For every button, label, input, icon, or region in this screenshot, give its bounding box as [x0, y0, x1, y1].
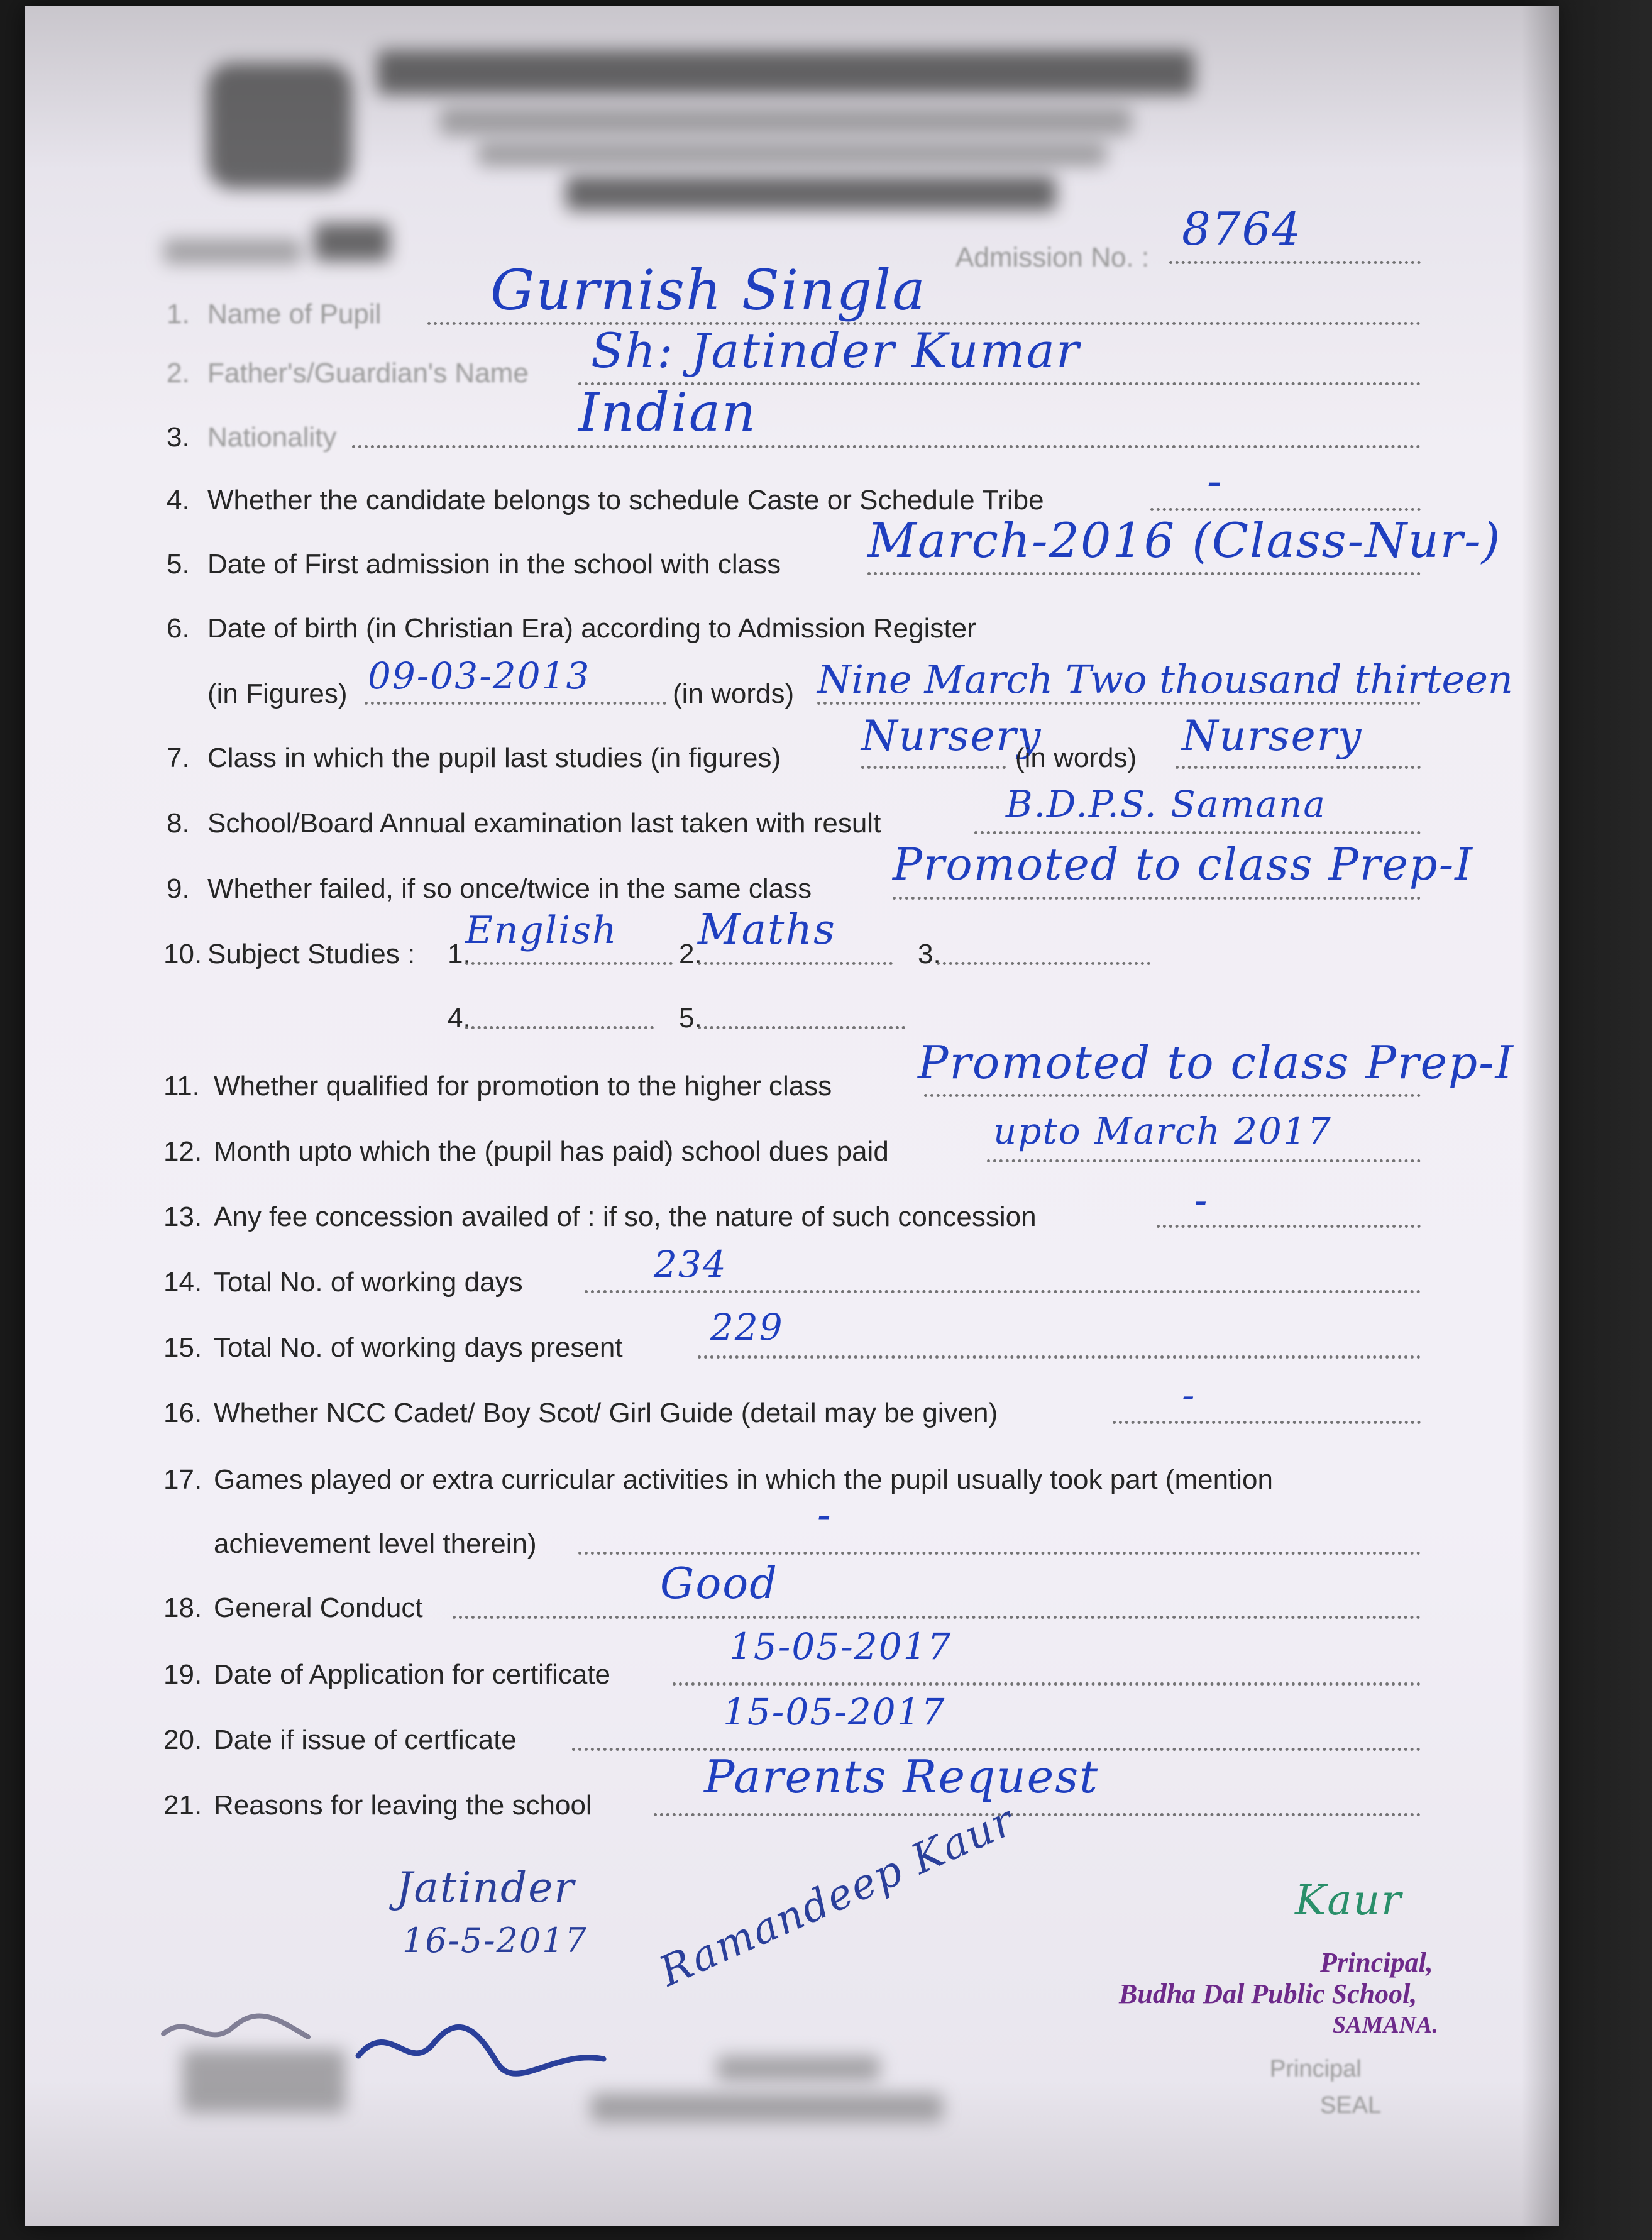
serial-number-value	[314, 223, 390, 261]
item-4-number: 4.	[167, 485, 190, 516]
item-16-number: 16.	[163, 1398, 202, 1428]
item-15-label: Total No. of working days present	[214, 1332, 623, 1363]
subject-5-line	[698, 1026, 905, 1029]
item-6-figures-line	[365, 702, 666, 705]
school-emblem	[207, 63, 352, 189]
item-21-value: Parents Request	[704, 1750, 1099, 1803]
class-teacher-caption	[182, 2050, 346, 2112]
item-7-words-label: (in words)	[1015, 742, 1137, 773]
item-4-value: -	[1207, 455, 1223, 507]
subject-4-line	[465, 1026, 654, 1029]
item-17-value: -	[817, 1492, 832, 1538]
item-20-number: 20.	[163, 1724, 202, 1755]
item-15-line	[698, 1355, 1421, 1359]
item-6-figures-label: (in Figures)	[207, 678, 348, 709]
item-18-label: General Conduct	[214, 1592, 423, 1623]
seal-caption: SEAL	[1320, 2092, 1382, 2119]
subject-1-value: English	[465, 908, 618, 952]
item-17-line	[578, 1552, 1421, 1555]
principal-caption: Principal	[1270, 2056, 1362, 2082]
subject-3-number: 3.	[918, 939, 941, 969]
parent-signature-date: 16-5-2017	[402, 1921, 588, 1960]
certificate-sheet	[25, 6, 1559, 2226]
item-16-value: -	[1182, 1374, 1196, 1418]
item-19-label: Date of Application for certificate	[214, 1659, 610, 1690]
principal-signature: Kaur	[1295, 1876, 1402, 1924]
item-9-line	[893, 897, 1421, 900]
item-11-number: 11.	[163, 1071, 200, 1101]
item-8-value: B.D.P.S. Samana	[1006, 783, 1327, 825]
item-10-label: Subject Studies :	[207, 939, 416, 969]
checked-by-caption	[717, 2056, 880, 2081]
item-19-line	[673, 1682, 1421, 1686]
document-title	[566, 176, 1056, 211]
item-1-label: Name of Pupil	[207, 299, 382, 329]
item-14-value: 234	[654, 1243, 727, 1286]
item-16-line	[1113, 1421, 1421, 1424]
item-7-words-value: Nursery	[1182, 712, 1363, 760]
item-5-number: 5.	[167, 549, 190, 580]
item-8-number: 8.	[167, 808, 190, 839]
item-12-line	[987, 1159, 1421, 1162]
item-1-number: 1.	[167, 299, 190, 329]
item-13-value: -	[1194, 1179, 1209, 1223]
item-7-figures-line	[861, 766, 1006, 769]
item-10-number: 10.	[163, 939, 202, 969]
admission-number-label: Admission No. :	[955, 242, 1150, 273]
item-18-number: 18.	[163, 1592, 202, 1623]
item-6-words-value: Nine March Two thousand thirteen	[817, 656, 1513, 702]
item-13-number: 13.	[163, 1201, 202, 1232]
item-7-words-line	[1176, 766, 1421, 769]
item-17-number: 17.	[163, 1464, 202, 1495]
item-11-value: Promoted to class Prep-I	[918, 1036, 1514, 1089]
item-4-line	[1150, 508, 1421, 511]
item-6-figures-value: 09-03-2013	[368, 654, 591, 697]
item-18-line	[453, 1616, 1421, 1619]
item-5-value: March-2016 (Class-Nur-)	[867, 512, 1502, 568]
item-5-label: Date of First admission in the school with class	[207, 549, 781, 580]
checker-signature: Ramandeep Kaur	[652, 1796, 1022, 1996]
item-3-line	[352, 445, 1421, 448]
admission-number-line	[1169, 261, 1421, 264]
subject-1-number: 1.	[448, 939, 471, 969]
item-15-number: 15.	[163, 1332, 202, 1363]
item-9-number: 9.	[167, 873, 190, 904]
item-13-label: Any fee concession availed of : if so, the nature of such concession	[214, 1201, 1037, 1232]
item-20-value: 15-05-2017	[723, 1691, 946, 1733]
item-16-label: Whether NCC Cadet/ Boy Scot/ Girl Guide (detail may be given)	[214, 1398, 998, 1428]
item-6-number: 6.	[167, 613, 190, 644]
item-17-label-continued: achievement level therein)	[214, 1528, 537, 1559]
item-3-label: Nationality	[207, 422, 337, 453]
item-14-label: Total No. of working days	[214, 1267, 523, 1298]
item-14-number: 14.	[163, 1267, 202, 1298]
item-12-number: 12.	[163, 1136, 202, 1167]
item-8-line	[974, 831, 1421, 834]
item-7-figures-value: Nursery	[861, 712, 1042, 760]
item-11-line	[924, 1094, 1421, 1097]
subject-5-number: 5.	[679, 1003, 702, 1034]
subject-3-line	[937, 962, 1150, 965]
item-7-number: 7.	[167, 742, 190, 773]
item-12-value: upto March 2017	[993, 1110, 1332, 1152]
item-2-number: 2.	[167, 358, 190, 389]
item-6-words-label: (in words)	[673, 678, 795, 709]
left-margin-signature	[157, 1999, 314, 2056]
checked-by-designation	[591, 2094, 943, 2122]
item-12-label: Month upto which the (pupil has paid) school dues paid	[214, 1136, 889, 1167]
class-teacher-signature	[352, 2006, 616, 2081]
item-3-number: 3.	[167, 422, 190, 453]
item-21-line	[654, 1813, 1421, 1816]
subject-2-number: 2.	[679, 939, 702, 969]
item-9-label: Whether failed, if so once/twice in the same class	[207, 873, 812, 904]
item-8-label: School/Board Annual examination last taken with result	[207, 808, 881, 839]
stamp-line-3: SAMANA.	[1333, 2012, 1438, 2038]
scan-edge-shadow	[1521, 0, 1652, 2240]
item-15-value: 229	[710, 1306, 784, 1349]
item-17-label: Games played or extra curricular activities in which the pupil usually took part (mention	[214, 1464, 1273, 1495]
item-11-label: Whether qualified for promotion to the higher class	[214, 1071, 832, 1101]
item-2-value: Sh: Jatinder Kumar	[591, 323, 1081, 378]
subject-1-line	[465, 962, 673, 965]
parent-signature: Jatinder	[396, 1863, 575, 1912]
subject-2-value: Maths	[698, 905, 836, 954]
item-2-label: Father's/Guardian's Name	[207, 358, 529, 389]
item-19-number: 19.	[163, 1659, 202, 1690]
item-9-value: Promoted to class Prep-I	[893, 839, 1473, 890]
subject-2-line	[698, 962, 893, 965]
item-5-line	[867, 572, 1421, 575]
item-7-label: Class in which the pupil last studies (in figures)	[207, 742, 781, 773]
item-21-label: Reasons for leaving the school	[214, 1790, 592, 1821]
school-address-line	[478, 141, 1106, 167]
item-1-value: Gurnish Singla	[490, 258, 927, 323]
item-20-label: Date if issue of certficate	[214, 1724, 517, 1755]
item-6-label: Date of birth (in Christian Era) according to Admission Register	[207, 613, 976, 644]
item-3-value: Indian	[578, 382, 757, 443]
serial-number-label	[163, 239, 302, 264]
item-19-value: 15-05-2017	[729, 1625, 952, 1668]
school-affiliation-line	[440, 107, 1132, 135]
item-18-value: Good	[660, 1559, 778, 1609]
stamp-line-2: Budha Dal Public School,	[1119, 1978, 1418, 2009]
school-name-heading	[377, 50, 1194, 94]
item-21-number: 21.	[163, 1790, 202, 1821]
stamp-line-1: Principal,	[1320, 1947, 1433, 1978]
item-14-line	[585, 1290, 1421, 1293]
subject-4-number: 4.	[448, 1003, 471, 1034]
item-13-line	[1157, 1225, 1421, 1228]
admission-number-value: 8764	[1182, 202, 1302, 255]
item-4-label: Whether the candidate belongs to schedule Caste or Schedule Tribe	[207, 485, 1044, 516]
